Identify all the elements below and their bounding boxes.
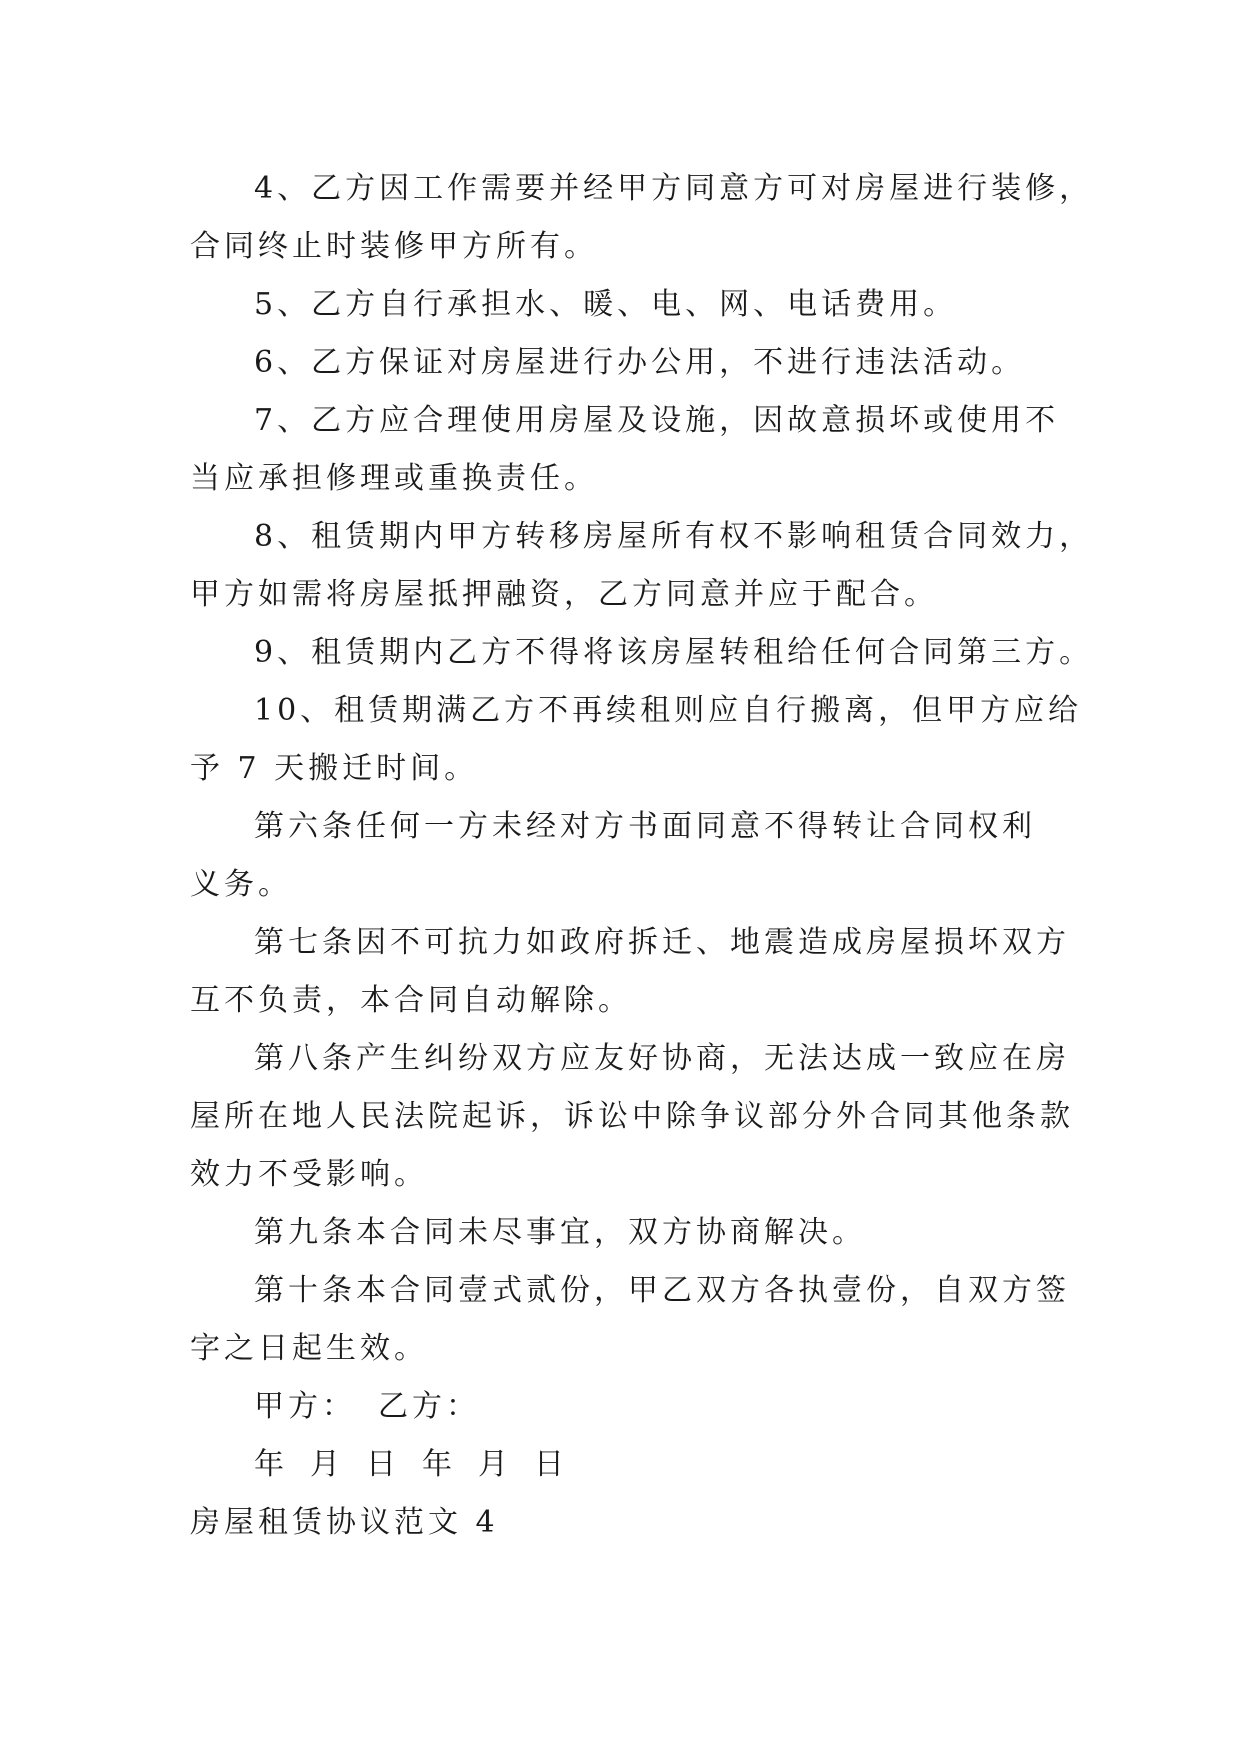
article-8-line-3: 效力不受影响。 [190,1157,428,1192]
clause-6-line-1: 6、乙方保证对房屋进行办公用，不进行违法活动。 [254,345,1026,380]
clause-7-line-2: 当应承担修理或重换责任。 [190,461,598,496]
article-8-line-2: 屋所在地人民法院起诉，诉讼中除争议部分外合同其他条款 [190,1099,1074,1134]
clause-5-line-1: 5、乙方自行承担水、暖、电、网、电话费用。 [254,287,958,322]
article-7-line-2: 互不负责，本合同自动解除。 [190,983,632,1018]
article-6-line-1: 第六条任何一方未经对方书面同意不得转让合同权利 [254,809,1036,844]
next-section-heading: 房屋租赁协议范文 4 [190,1505,499,1540]
clause-7-line-1: 7、乙方应合理使用房屋及设施，因故意损坏或使用不 [254,403,1060,438]
date-row [190,1436,1070,1494]
article-10-line-2: 字之日起生效。 [190,1331,428,1366]
party-a-day-label: 日 [366,1447,400,1482]
party-b-year-label: 年 [422,1447,456,1482]
article-9-line-1: 第九条本合同未尽事宜，双方协商解决。 [254,1215,866,1250]
article-7-line-1: 第七条因不可抗力如政府拆迁、地震造成房屋损坏双方 [254,925,1070,960]
clause-10-line-1: 10、租赁期满乙方不再续租则应自行搬离，但甲方应给 [254,693,1083,728]
article-10-line-1: 第十条本合同壹式贰份，甲乙双方各执壹份，自双方签 [254,1273,1070,1308]
party-b-month-label: 月 [478,1447,512,1482]
document-body [190,160,1094,1552]
clause-4-line-2: 合同终止时装修甲方所有。 [190,229,598,264]
clause-9-line-1: 9、租赁期内乙方不得将该房屋转租给任何合同第三方。 [254,635,1094,670]
party-a-label: 甲方： [254,1389,356,1424]
signature-row [190,1378,1070,1436]
party-a-year-label: 年 [254,1447,288,1482]
party-a-month-label: 月 [310,1447,344,1482]
article-8-line-1: 第八条产生纠纷双方应友好协商，无法达成一致应在房 [254,1041,1070,1076]
clause-10-line-2: 予 7 天搬迁时间。 [190,751,479,786]
party-b-label: 乙方： [378,1389,480,1424]
party-b-day-label: 日 [534,1447,568,1482]
clause-8-line-2: 甲方如需将房屋抵押融资，乙方同意并应于配合。 [190,577,938,612]
clause-8-line-1: 8、租赁期内甲方转移房屋所有权不影响租赁合同效力， [254,519,1094,554]
article-6-line-2: 义务。 [190,867,292,902]
clause-4-line-1: 4、乙方因工作需要并经甲方同意方可对房屋进行装修， [254,171,1094,206]
